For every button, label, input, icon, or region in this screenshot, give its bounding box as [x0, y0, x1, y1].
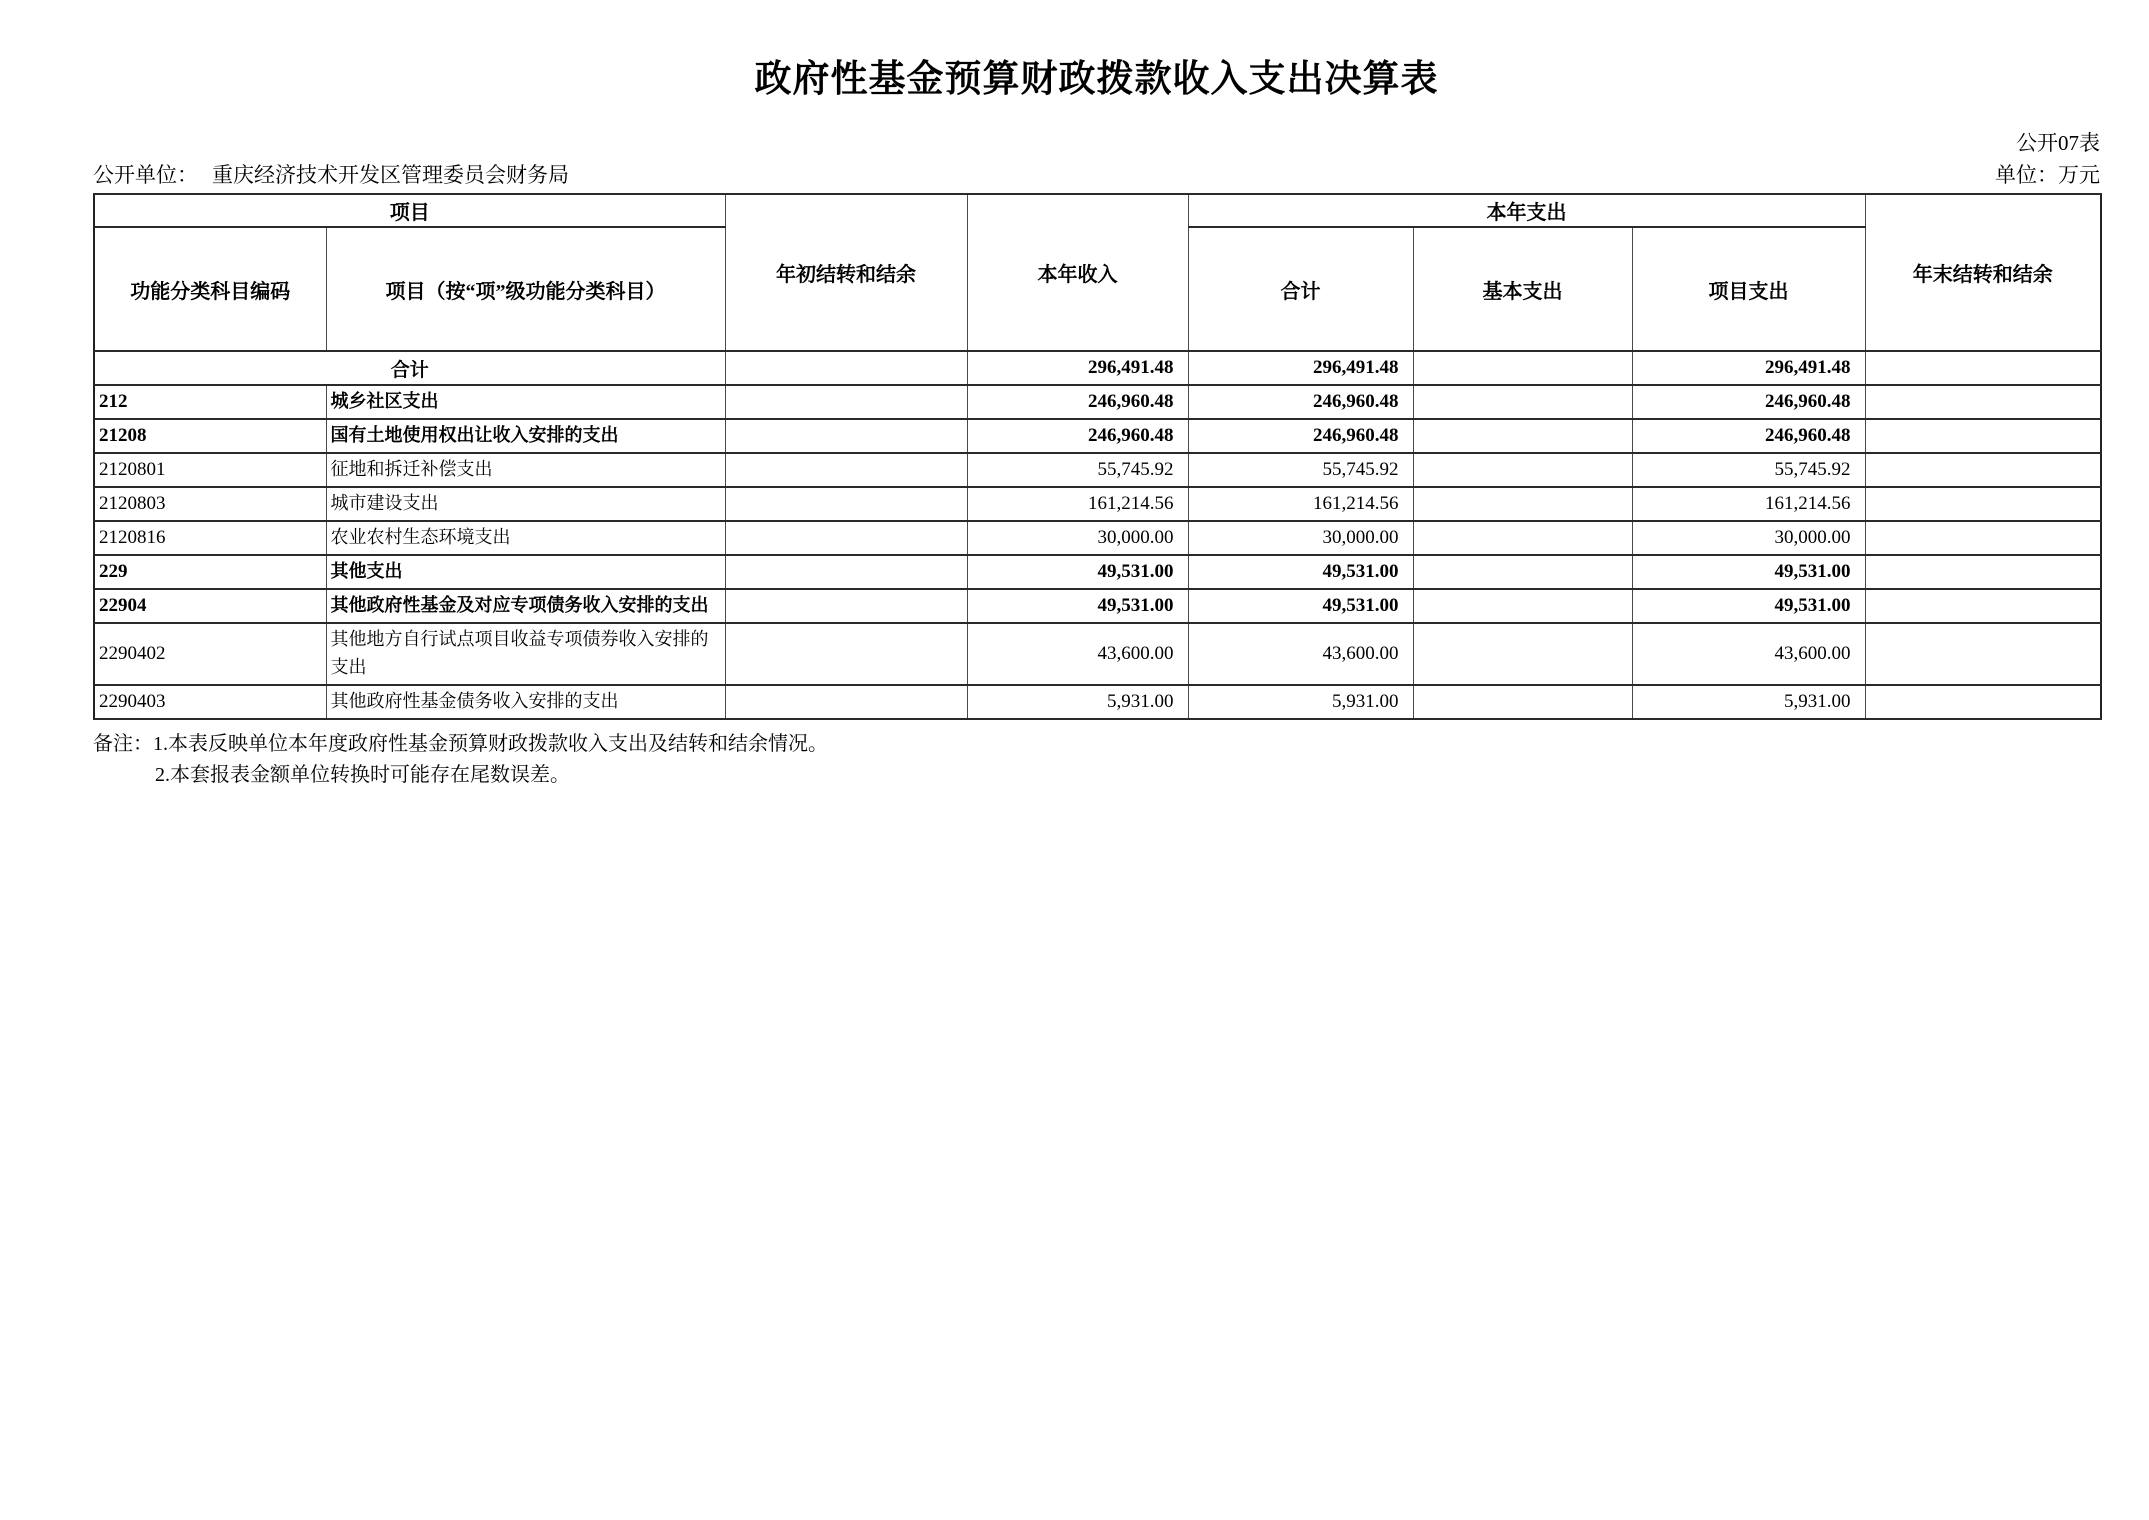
cell-begin-balance [725, 487, 967, 521]
cell-expense-total: 55,745.92 [1188, 453, 1413, 487]
table-row [94, 685, 2101, 719]
header-expense-basic: 基本支出 [1413, 227, 1632, 351]
cell-begin-balance [725, 351, 967, 385]
cell-income: 49,531.00 [967, 555, 1188, 589]
header-expense-total: 合计 [1188, 227, 1413, 351]
row-code: 2120803 [94, 487, 326, 521]
header-income: 本年收入 [967, 194, 1188, 351]
publish-unit [93, 162, 569, 188]
cell-end-balance [1865, 351, 2101, 385]
cell-expense-total: 49,531.00 [1188, 589, 1413, 623]
cell-income: 246,960.48 [967, 419, 1188, 453]
publish-unit-value: 重庆经济技术开发区管理委员会财务局 [212, 163, 569, 187]
row-name: 其他地方自行试点项目收益专项债券收入安排的支出 [326, 623, 725, 685]
table-row [94, 453, 2101, 487]
table-row [94, 385, 2101, 419]
row-code: 2290402 [94, 623, 326, 685]
cell-expense-project: 49,531.00 [1632, 589, 1865, 623]
cell-expense-project: 161,214.56 [1632, 487, 1865, 521]
cell-begin-balance [725, 419, 967, 453]
cell-begin-balance [725, 555, 967, 589]
cell-expense-project: 55,745.92 [1632, 453, 1865, 487]
cell-income: 49,531.00 [967, 589, 1188, 623]
cell-end-balance [1865, 453, 2101, 487]
cell-begin-balance [725, 623, 967, 685]
cell-expense-project: 246,960.48 [1632, 385, 1865, 419]
cell-expense-total: 49,531.00 [1188, 555, 1413, 589]
row-name: 国有土地使用权出让收入安排的支出 [326, 419, 725, 453]
cell-expense-project: 49,531.00 [1632, 555, 1865, 589]
row-code: 212 [94, 385, 326, 419]
cell-end-balance [1865, 385, 2101, 419]
row-name: 城乡社区支出 [326, 385, 725, 419]
row-code: 21208 [94, 419, 326, 453]
table-row-grand-total [94, 351, 2101, 385]
cell-end-balance [1865, 623, 2101, 685]
cell-expense-total: 246,960.48 [1188, 385, 1413, 419]
cell-expense-basic [1413, 487, 1632, 521]
row-name: 其他政府性基金及对应专项债务收入安排的支出 [326, 589, 725, 623]
row-code: 229 [94, 555, 326, 589]
table-row [94, 521, 2101, 555]
cell-expense-basic [1413, 351, 1632, 385]
header-expense-project: 项目支出 [1632, 227, 1865, 351]
cell-end-balance [1865, 555, 2101, 589]
row-name: 征地和拆迁补偿支出 [326, 453, 725, 487]
row-code: 2120801 [94, 453, 326, 487]
page-title: 政府性基金预算财政拨款收入支出决算表 [754, 59, 1439, 100]
meta-row [93, 162, 2100, 188]
cell-expense-total: 30,000.00 [1188, 521, 1413, 555]
cell-end-balance [1865, 487, 2101, 521]
cell-end-balance [1865, 589, 2101, 623]
row-name: 城市建设支出 [326, 487, 725, 521]
table-row [94, 623, 2101, 685]
cell-expense-basic [1413, 453, 1632, 487]
cell-income: 296,491.48 [967, 351, 1188, 385]
money-unit-label: 单位：万元 [1995, 163, 2100, 187]
row-name: 其他政府性基金债务收入安排的支出 [326, 685, 725, 719]
cell-income: 246,960.48 [967, 385, 1188, 419]
cell-expense-project: 5,931.00 [1632, 685, 1865, 719]
header-begin-balance: 年初结转和结余 [725, 194, 967, 351]
fiscal-table [93, 193, 2102, 720]
cell-begin-balance [725, 685, 967, 719]
row-code: 2290403 [94, 685, 326, 719]
table-row [94, 487, 2101, 521]
doc-code-label: 公开07表 [2016, 131, 2100, 155]
cell-expense-total: 5,931.00 [1188, 685, 1413, 719]
cell-expense-basic [1413, 623, 1632, 685]
cell-expense-project: 43,600.00 [1632, 623, 1865, 685]
cell-income: 30,000.00 [967, 521, 1188, 555]
cell-begin-balance [725, 385, 967, 419]
cell-expense-basic [1413, 419, 1632, 453]
cell-income: 5,931.00 [967, 685, 1188, 719]
cell-income: 55,745.92 [967, 453, 1188, 487]
cell-begin-balance [725, 521, 967, 555]
row-name: 农业农村生态环境支出 [326, 521, 725, 555]
cell-income: 161,214.56 [967, 487, 1188, 521]
cell-expense-basic [1413, 589, 1632, 623]
row-code: 22904 [94, 589, 326, 623]
cell-expense-basic [1413, 685, 1632, 719]
row-name: 合计 [94, 351, 725, 385]
table-row [94, 419, 2101, 453]
row-name: 其他支出 [326, 555, 725, 589]
table-header [94, 194, 2101, 351]
document-sheet [93, 0, 2100, 791]
cell-end-balance [1865, 419, 2101, 453]
cell-expense-basic [1413, 385, 1632, 419]
cell-expense-project: 296,491.48 [1632, 351, 1865, 385]
table-body [94, 351, 2101, 719]
cell-end-balance [1865, 685, 2101, 719]
cell-end-balance [1865, 521, 2101, 555]
cell-expense-basic [1413, 521, 1632, 555]
footnote-2: 2.本套报表金额单位转换时可能存在尾数误差。 [155, 763, 570, 786]
row-code: 2120816 [94, 521, 326, 555]
header-project-group: 项目 [94, 194, 725, 227]
footnote-1: 备注：1.本表反映单位本年度政府性基金预算财政拨款收入支出及结转和结余情况。 [93, 732, 828, 755]
cell-begin-balance [725, 589, 967, 623]
cell-expense-total: 161,214.56 [1188, 487, 1413, 521]
footnotes [93, 729, 2100, 791]
table-row [94, 555, 2101, 589]
cell-expense-total: 296,491.48 [1188, 351, 1413, 385]
cell-expense-project: 246,960.48 [1632, 419, 1865, 453]
cell-expense-total: 43,600.00 [1188, 623, 1413, 685]
header-end-balance: 年末结转和结余 [1865, 194, 2101, 351]
cell-expense-project: 30,000.00 [1632, 521, 1865, 555]
table-row [94, 589, 2101, 623]
header-expense-group: 本年支出 [1188, 194, 1865, 227]
cell-income: 43,600.00 [967, 623, 1188, 685]
cell-begin-balance [725, 453, 967, 487]
cell-expense-total: 246,960.48 [1188, 419, 1413, 453]
publish-unit-label: 公开单位： [93, 163, 198, 187]
header-code: 功能分类科目编码 [94, 227, 326, 351]
header-item: 项目（按“项”级功能分类科目） [326, 227, 725, 351]
cell-expense-basic [1413, 555, 1632, 589]
